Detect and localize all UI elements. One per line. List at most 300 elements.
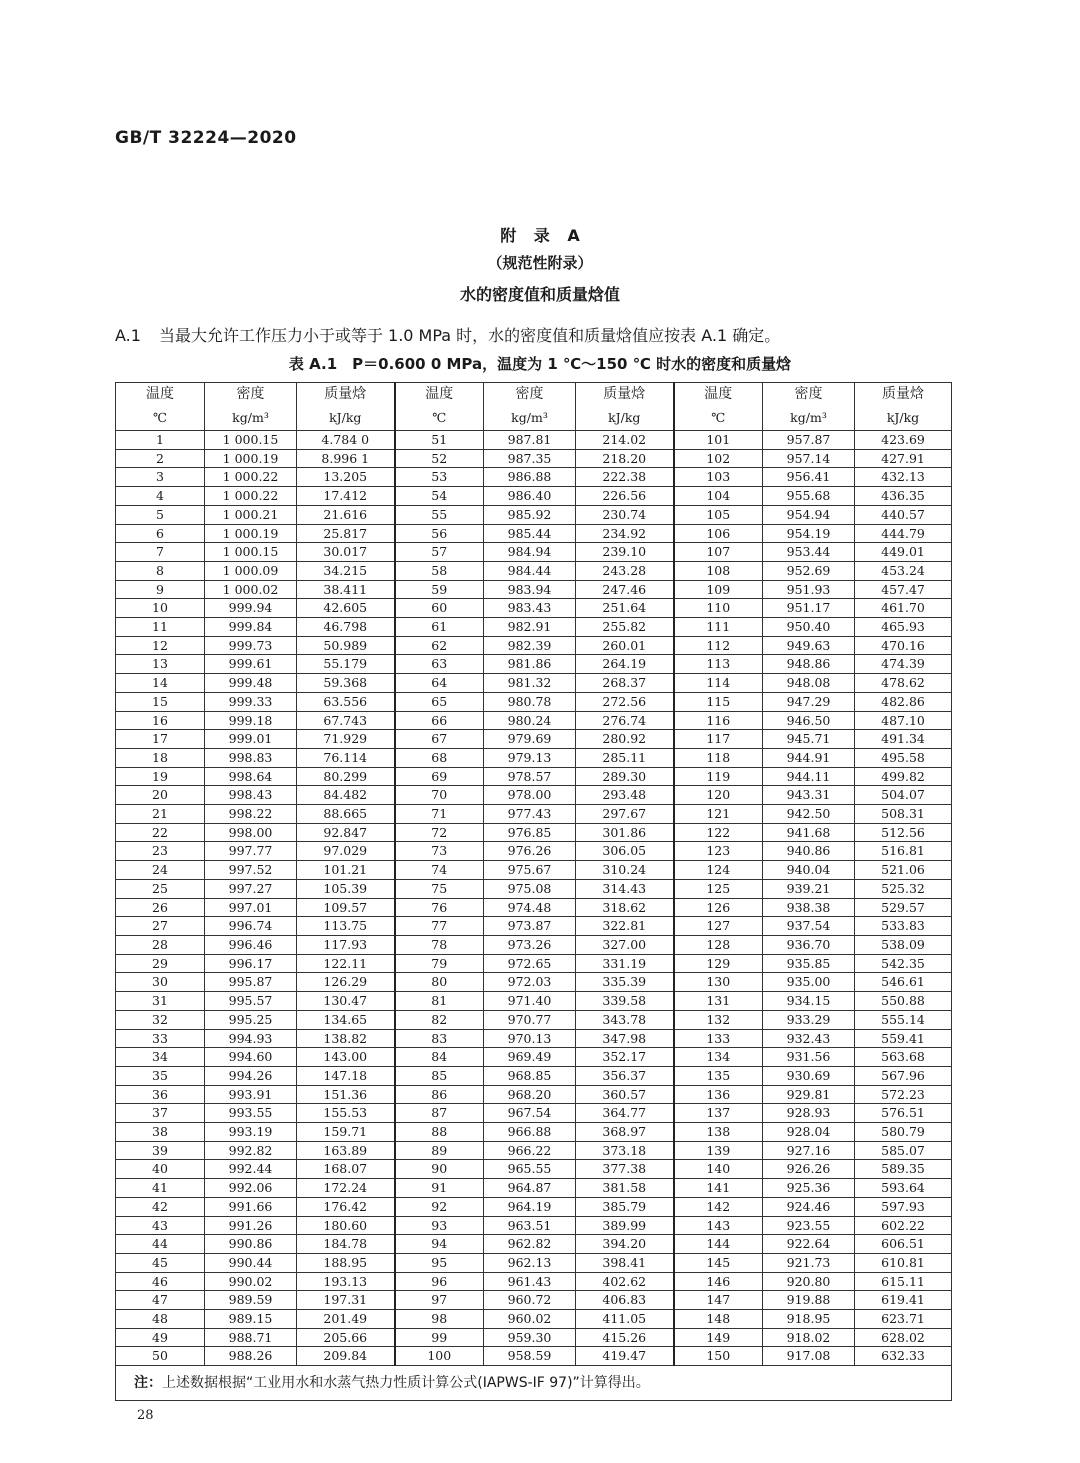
column-unit: kg/m³	[763, 406, 855, 431]
table-cell: 264.19	[576, 655, 674, 674]
table-cell: 427.91	[855, 449, 952, 468]
table-cell: 42	[116, 1197, 205, 1216]
table-row	[116, 1104, 952, 1123]
table-cell: 138	[674, 1123, 763, 1142]
table-cell: 80.299	[297, 767, 395, 786]
table-cell: 12	[116, 636, 205, 655]
table-cell: 993.91	[205, 1085, 297, 1104]
table-cell: 285.11	[576, 748, 674, 767]
column-header: 质量焓	[855, 383, 952, 407]
table-cell: 990.02	[205, 1272, 297, 1291]
column-unit: ℃	[395, 406, 484, 431]
table-cell: 987.35	[484, 449, 576, 468]
table-cell: 306.05	[576, 842, 674, 861]
table-cell: 347.98	[576, 1029, 674, 1048]
table-cell: 222.38	[576, 468, 674, 487]
table-cell: 247.46	[576, 580, 674, 599]
table-cell: 997.77	[205, 842, 297, 861]
table-cell: 589.35	[855, 1160, 952, 1179]
table-cell: 107	[674, 543, 763, 562]
table-cell: 56	[395, 524, 484, 543]
table-cell: 155.53	[297, 1104, 395, 1123]
table-cell: 444.79	[855, 524, 952, 543]
table-cell: 101.21	[297, 861, 395, 880]
table-cell: 952.69	[763, 561, 855, 580]
table-cell: 327.00	[576, 935, 674, 954]
table-cell: 977.43	[484, 805, 576, 824]
table-cell: 994.26	[205, 1066, 297, 1085]
table-cell: 423.69	[855, 431, 952, 450]
table-title: 表 A.1 P＝0.600 0 MPa，温度为 1 ℃～150 ℃ 时水的密度和质量焓	[288, 355, 792, 373]
table-cell: 989.59	[205, 1291, 297, 1310]
table-cell: 538.09	[855, 935, 952, 954]
table-cell: 117.93	[297, 935, 395, 954]
table-cell: 1 000.19	[205, 524, 297, 543]
table-cell: 335.39	[576, 973, 674, 992]
table-cell: 99	[395, 1328, 484, 1347]
table-cell: 297.67	[576, 805, 674, 824]
table-cell: 973.87	[484, 917, 576, 936]
table-cell: 74	[395, 861, 484, 880]
table-cell: 406.83	[576, 1291, 674, 1310]
table-cell: 929.81	[763, 1085, 855, 1104]
table-cell: 80	[395, 973, 484, 992]
table-cell: 234.92	[576, 524, 674, 543]
table-cell: 1 000.15	[205, 543, 297, 562]
table-cell: 122	[674, 823, 763, 842]
table-cell: 310.24	[576, 861, 674, 880]
table-cell: 116	[674, 711, 763, 730]
table-cell: 933.29	[763, 1010, 855, 1029]
table-cell: 389.99	[576, 1216, 674, 1235]
table-cell: 964.19	[484, 1197, 576, 1216]
column-unit: ℃	[674, 406, 763, 431]
table-cell: 957.87	[763, 431, 855, 450]
table-cell: 619.41	[855, 1291, 952, 1310]
table-cell: 576.51	[855, 1104, 952, 1123]
table-cell: 970.77	[484, 1010, 576, 1029]
column-unit: ℃	[116, 406, 205, 431]
table-cell: 998.00	[205, 823, 297, 842]
page-number: 28	[137, 1408, 154, 1423]
table-cell: 293.48	[576, 786, 674, 805]
table-cell: 124	[674, 861, 763, 880]
table-cell: 67	[395, 730, 484, 749]
table-row	[116, 580, 952, 599]
table-cell: 925.36	[763, 1179, 855, 1198]
table-row	[116, 954, 952, 973]
table-cell: 30.017	[297, 543, 395, 562]
table-cell: 188.95	[297, 1253, 395, 1272]
table-cell: 995.87	[205, 973, 297, 992]
table-cell: 945.71	[763, 730, 855, 749]
table-cell: 978.57	[484, 767, 576, 786]
table-cell: 93	[395, 1216, 484, 1235]
table-cell: 373.18	[576, 1141, 674, 1160]
table-cell: 623.71	[855, 1310, 952, 1329]
table-cell: 381.58	[576, 1179, 674, 1198]
table-row	[116, 1197, 952, 1216]
table-cell: 993.19	[205, 1123, 297, 1142]
table-cell: 521.06	[855, 861, 952, 880]
table-row	[116, 898, 952, 917]
table-cell: 121	[674, 805, 763, 824]
table-cell: 999.01	[205, 730, 297, 749]
table-cell: 988.71	[205, 1328, 297, 1347]
table-cell: 83	[395, 1029, 484, 1048]
table-cell: 110	[674, 599, 763, 618]
table-cell: 139	[674, 1141, 763, 1160]
table-cell: 33	[116, 1029, 205, 1048]
table-cell: 131	[674, 992, 763, 1011]
table-cell: 39	[116, 1141, 205, 1160]
table-cell: 632.33	[855, 1347, 952, 1366]
table-cell: 999.84	[205, 618, 297, 637]
table-cell: 143.00	[297, 1048, 395, 1067]
table-cell: 34	[116, 1048, 205, 1067]
clause-text: 当最大允许工作压力小于或等于 1.0 MPa 时，水的密度值和质量焓值应按表 A.1 确定。	[158, 326, 781, 345]
table-cell: 76.114	[297, 748, 395, 767]
table-cell: 948.86	[763, 655, 855, 674]
table-row	[116, 786, 952, 805]
table-cell: 585.07	[855, 1141, 952, 1160]
table-row	[116, 879, 952, 898]
table-cell: 35	[116, 1066, 205, 1085]
table-cell: 917.08	[763, 1347, 855, 1366]
table-cell: 122.11	[297, 954, 395, 973]
density-enthalpy-table	[115, 382, 952, 1401]
table-row	[116, 748, 952, 767]
table-cell: 971.40	[484, 992, 576, 1011]
table-cell: 580.79	[855, 1123, 952, 1142]
table-cell: 71.929	[297, 730, 395, 749]
table-cell: 150	[674, 1347, 763, 1366]
table-cell: 474.39	[855, 655, 952, 674]
table-cell: 457.47	[855, 580, 952, 599]
table-cell: 70	[395, 786, 484, 805]
table-cell: 163.89	[297, 1141, 395, 1160]
table-cell: 331.19	[576, 954, 674, 973]
table-cell: 105.39	[297, 879, 395, 898]
table-cell: 368.97	[576, 1123, 674, 1142]
table-cell: 85	[395, 1066, 484, 1085]
table-cell: 356.37	[576, 1066, 674, 1085]
table-row	[116, 1179, 952, 1198]
table-cell: 71	[395, 805, 484, 824]
table-cell: 66	[395, 711, 484, 730]
table-cell: 478.62	[855, 674, 952, 693]
table-cell: 504.07	[855, 786, 952, 805]
table-cell: 92	[395, 1197, 484, 1216]
table-cell: 251.64	[576, 599, 674, 618]
table-cell: 919.88	[763, 1291, 855, 1310]
table-cell: 144	[674, 1235, 763, 1254]
table-cell: 58	[395, 561, 484, 580]
table-cell: 148	[674, 1310, 763, 1329]
table-cell: 19	[116, 767, 205, 786]
table-cell: 935.85	[763, 954, 855, 973]
table-cell: 127	[674, 917, 763, 936]
table-cell: 942.50	[763, 805, 855, 824]
table-cell: 990.44	[205, 1253, 297, 1272]
table-cell: 3	[116, 468, 205, 487]
table-cell: 966.88	[484, 1123, 576, 1142]
table-row	[116, 1328, 952, 1347]
table-cell: 950.40	[763, 618, 855, 637]
table-cell: 996.17	[205, 954, 297, 973]
table-row	[116, 524, 952, 543]
table-cell: 149	[674, 1328, 763, 1347]
table-cell: 999.18	[205, 711, 297, 730]
table-row	[116, 487, 952, 506]
table-cell: 68	[395, 748, 484, 767]
table-cell: 62	[395, 636, 484, 655]
table-cell: 48	[116, 1310, 205, 1329]
table-row	[116, 449, 952, 468]
table-cell: 921.73	[763, 1253, 855, 1272]
table-cell: 960.02	[484, 1310, 576, 1329]
table-cell: 995.57	[205, 992, 297, 1011]
table-row	[116, 842, 952, 861]
table-cell: 134.65	[297, 1010, 395, 1029]
table-cell: 23	[116, 842, 205, 861]
table-cell: 123	[674, 842, 763, 861]
table-cell: 15	[116, 692, 205, 711]
table-cell: 52	[395, 449, 484, 468]
table-cell: 9	[116, 580, 205, 599]
units-row	[116, 406, 952, 431]
table-cell: 1 000.09	[205, 561, 297, 580]
table-cell: 97	[395, 1291, 484, 1310]
table-cell: 26	[116, 898, 205, 917]
table-cell: 926.26	[763, 1160, 855, 1179]
table-cell: 67.743	[297, 711, 395, 730]
note-label: 注：	[134, 1375, 162, 1392]
table-cell: 64	[395, 674, 484, 693]
table-cell: 147	[674, 1291, 763, 1310]
table-cell: 109.57	[297, 898, 395, 917]
table-cell: 928.93	[763, 1104, 855, 1123]
table-cell: 21.616	[297, 505, 395, 524]
table-cell: 953.44	[763, 543, 855, 562]
table-cell: 115	[674, 692, 763, 711]
table-cell: 951.17	[763, 599, 855, 618]
table-cell: 108	[674, 561, 763, 580]
column-header: 密度	[484, 383, 576, 407]
table-cell: 2	[116, 449, 205, 468]
column-unit: kJ/kg	[855, 406, 952, 431]
table-cell: 487.10	[855, 711, 952, 730]
table-cell: 981.32	[484, 674, 576, 693]
table-cell: 955.68	[763, 487, 855, 506]
table-cell: 268.37	[576, 674, 674, 693]
table-row	[116, 730, 952, 749]
table-cell: 593.64	[855, 1179, 952, 1198]
table-cell: 979.69	[484, 730, 576, 749]
table-cell: 976.85	[484, 823, 576, 842]
table-cell: 961.43	[484, 1272, 576, 1291]
note-text: 上述数据根据“工业用水和水蒸气热力性质计算公式(IAPWS-IF 97)”计算得出。	[162, 1375, 650, 1392]
table-cell: 37	[116, 1104, 205, 1123]
table-row	[116, 599, 952, 618]
table-cell: 119	[674, 767, 763, 786]
table-cell: 980.78	[484, 692, 576, 711]
table-cell: 941.68	[763, 823, 855, 842]
table-cell: 226.56	[576, 487, 674, 506]
table-cell: 989.15	[205, 1310, 297, 1329]
table-cell: 25.817	[297, 524, 395, 543]
table-row	[116, 1253, 952, 1272]
table-cell: 986.88	[484, 468, 576, 487]
table-cell: 4.784 0	[297, 431, 395, 450]
table-cell: 1 000.19	[205, 449, 297, 468]
table-cell: 615.11	[855, 1272, 952, 1291]
table-cell: 512.56	[855, 823, 952, 842]
table-cell: 218.20	[576, 449, 674, 468]
table-cell: 1 000.02	[205, 580, 297, 599]
table-cell: 559.41	[855, 1029, 952, 1048]
table-cell: 542.35	[855, 954, 952, 973]
table-cell: 959.30	[484, 1328, 576, 1347]
table-cell: 990.86	[205, 1235, 297, 1254]
table-cell: 8	[116, 561, 205, 580]
table-cell: 76	[395, 898, 484, 917]
table-cell: 130	[674, 973, 763, 992]
table-cell: 997.27	[205, 879, 297, 898]
table-cell: 147.18	[297, 1066, 395, 1085]
table-cell: 120	[674, 786, 763, 805]
table-cell: 525.32	[855, 879, 952, 898]
table-cell: 984.94	[484, 543, 576, 562]
table-cell: 136	[674, 1085, 763, 1104]
table-cell: 610.81	[855, 1253, 952, 1272]
table-cell: 951.93	[763, 580, 855, 599]
table-cell: 77	[395, 917, 484, 936]
table-cell: 125	[674, 879, 763, 898]
appendix-subtitle: （规范性附录）	[487, 254, 593, 272]
table-row	[116, 1066, 952, 1085]
table-cell: 997.52	[205, 861, 297, 880]
table-cell: 22	[116, 823, 205, 842]
table-cell: 482.86	[855, 692, 952, 711]
table-cell: 968.85	[484, 1066, 576, 1085]
table-cell: 31	[116, 992, 205, 1011]
table-row	[116, 505, 952, 524]
table-cell: 970.13	[484, 1029, 576, 1048]
table-cell: 967.54	[484, 1104, 576, 1123]
table-cell: 18	[116, 748, 205, 767]
table-cell: 533.83	[855, 917, 952, 936]
standard-code: GB/T 32224—2020	[115, 128, 297, 148]
table-cell: 6	[116, 524, 205, 543]
table-row	[116, 674, 952, 693]
table-cell: 516.81	[855, 842, 952, 861]
table-cell: 114	[674, 674, 763, 693]
table-row	[116, 917, 952, 936]
table-cell: 597.93	[855, 1197, 952, 1216]
table-cell: 59.368	[297, 674, 395, 693]
table-cell: 969.49	[484, 1048, 576, 1067]
table-cell: 63	[395, 655, 484, 674]
table-row	[116, 1347, 952, 1366]
table-cell: 137	[674, 1104, 763, 1123]
table-cell: 96	[395, 1272, 484, 1291]
table-cell: 965.55	[484, 1160, 576, 1179]
table-cell: 40	[116, 1160, 205, 1179]
table-cell: 51	[395, 431, 484, 450]
table-cell: 964.87	[484, 1179, 576, 1198]
table-cell: 339.58	[576, 992, 674, 1011]
table-cell: 91	[395, 1179, 484, 1198]
table-cell: 106	[674, 524, 763, 543]
table-cell: 53	[395, 468, 484, 487]
table-cell: 572.23	[855, 1085, 952, 1104]
column-unit: kJ/kg	[576, 406, 674, 431]
clause-a1	[115, 323, 780, 346]
table-cell: 272.56	[576, 692, 674, 711]
table-cell: 920.80	[763, 1272, 855, 1291]
table-cell: 17.412	[297, 487, 395, 506]
table-cell: 998.22	[205, 805, 297, 824]
table-cell: 60	[395, 599, 484, 618]
table-cell: 998.43	[205, 786, 297, 805]
table-cell: 982.91	[484, 618, 576, 637]
column-header: 密度	[205, 383, 297, 407]
table-cell: 214.02	[576, 431, 674, 450]
table-cell: 972.03	[484, 973, 576, 992]
table-row	[116, 1216, 952, 1235]
table-cell: 960.72	[484, 1291, 576, 1310]
table-row	[116, 1310, 952, 1329]
table-cell: 962.13	[484, 1253, 576, 1272]
table-cell: 21	[116, 805, 205, 824]
table-cell: 606.51	[855, 1235, 952, 1254]
table-cell: 1 000.22	[205, 468, 297, 487]
table-cell: 453.24	[855, 561, 952, 580]
table-cell: 944.91	[763, 748, 855, 767]
table-cell: 140	[674, 1160, 763, 1179]
table-cell: 927.16	[763, 1141, 855, 1160]
table-cell: 89	[395, 1141, 484, 1160]
table-cell: 975.67	[484, 861, 576, 880]
clause-number: A.1	[115, 326, 141, 345]
table-row	[116, 1235, 952, 1254]
table-cell: 940.86	[763, 842, 855, 861]
table-row	[116, 935, 952, 954]
table-cell: 923.55	[763, 1216, 855, 1235]
table-cell: 29	[116, 954, 205, 973]
table-cell: 938.38	[763, 898, 855, 917]
table-row	[116, 823, 952, 842]
table-cell: 985.44	[484, 524, 576, 543]
table-cell: 13	[116, 655, 205, 674]
table-row	[116, 1291, 952, 1310]
column-header: 温度	[116, 383, 205, 407]
table-cell: 201.49	[297, 1310, 395, 1329]
table-cell: 377.38	[576, 1160, 674, 1179]
table-cell: 79	[395, 954, 484, 973]
table-cell: 75	[395, 879, 484, 898]
table-cell: 994.93	[205, 1029, 297, 1048]
table-cell: 436.35	[855, 487, 952, 506]
table-cell: 976.26	[484, 842, 576, 861]
table-cell: 84.482	[297, 786, 395, 805]
table-cell: 529.57	[855, 898, 952, 917]
table-cell: 343.78	[576, 1010, 674, 1029]
table-cell: 968.20	[484, 1085, 576, 1104]
table-cell: 986.40	[484, 487, 576, 506]
table-cell: 8.996 1	[297, 449, 395, 468]
